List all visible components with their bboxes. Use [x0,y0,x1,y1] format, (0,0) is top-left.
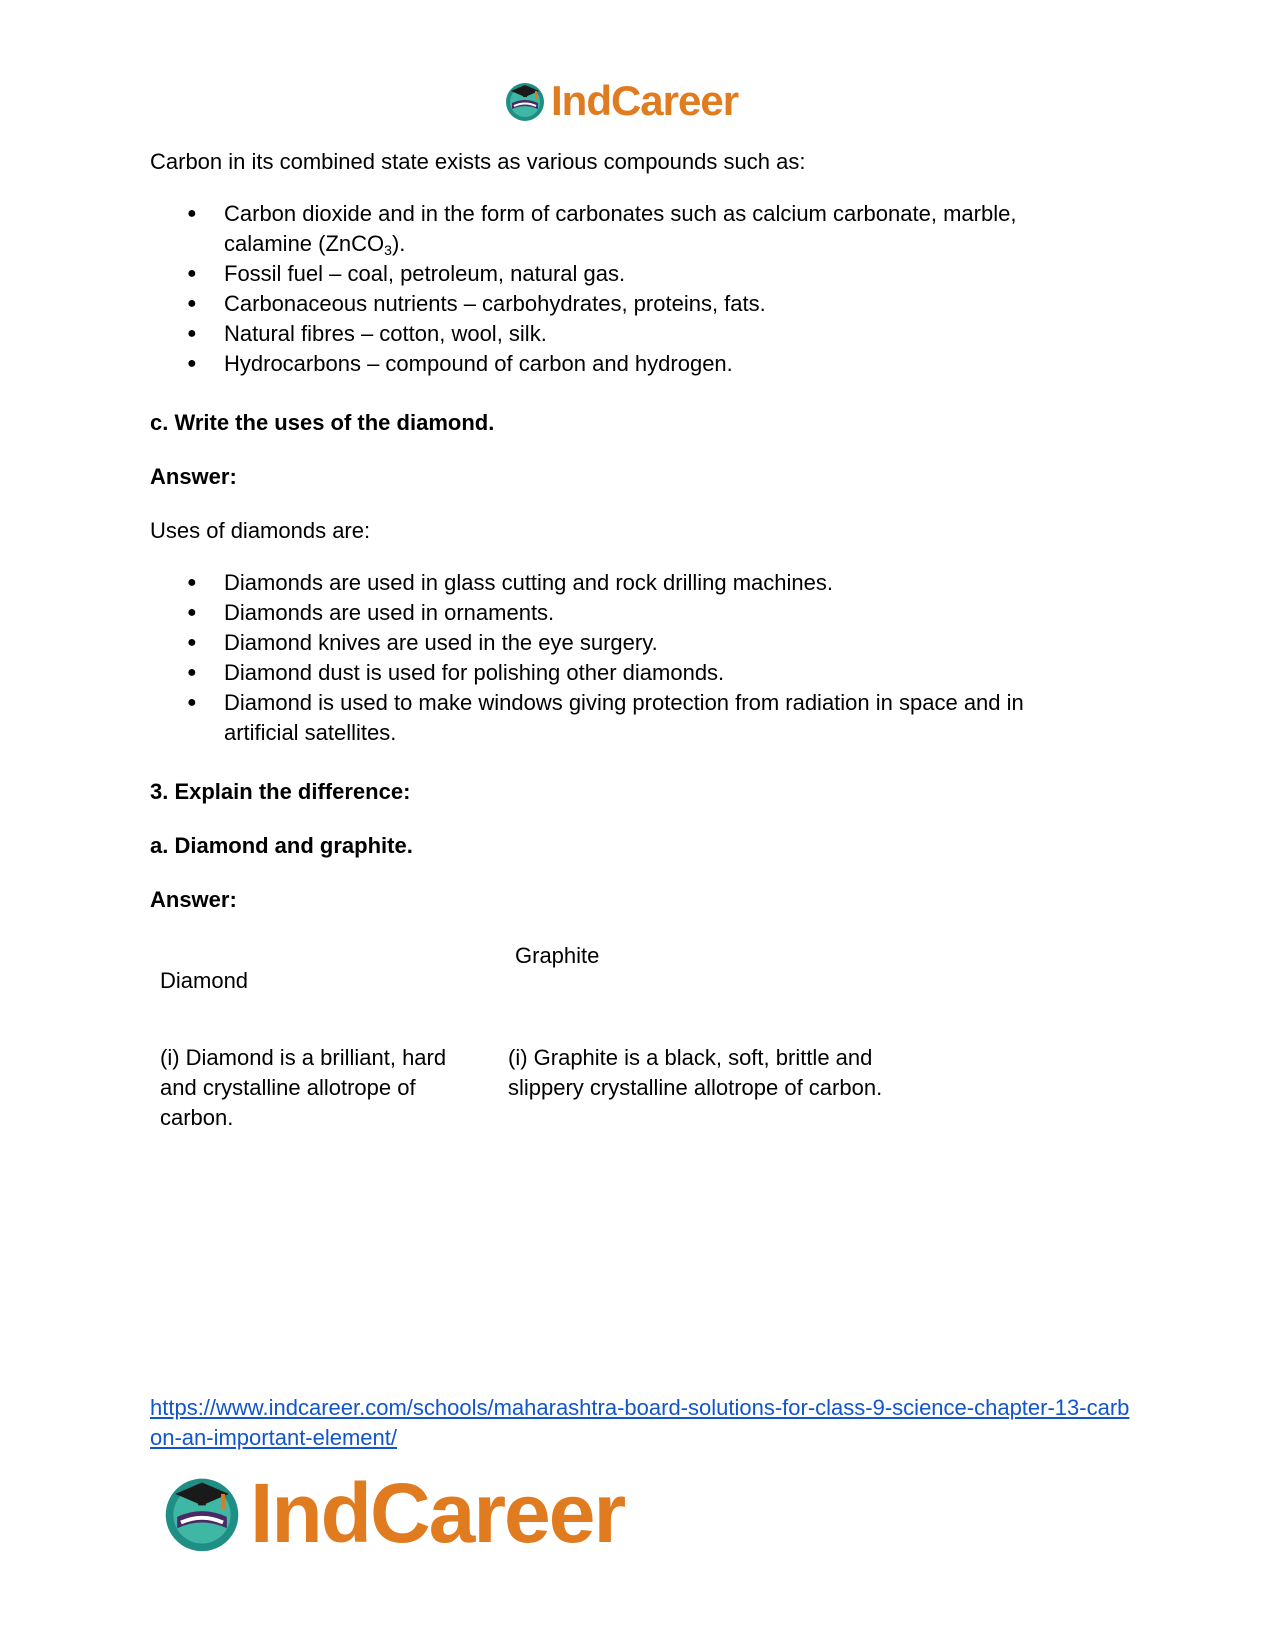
list-item: ● Natural fibres – cotton, wool, silk. [150,319,1110,349]
uses-intro: Uses of diamonds are: [150,518,371,543]
table-header-graphite: Graphite [515,943,600,968]
table-cell-graphite: (i) Graphite is a black, soft, brittle and slippery crystalline allotrope of carbon. [508,1045,883,1100]
uses-list [150,568,1050,748]
compound-item-text-c: ). [391,231,406,256]
source-link[interactable]: https://www.indcareer.com/schools/maharashtra-board-solutions-for-class-9-science-chapter-13-carbon-an-important-element/ [150,1395,1130,1450]
table-cell-diamond: (i) Diamond is a brilliant, hard and crystalline allotrope of carbon. [160,1045,447,1130]
logo-footer [160,1465,625,1560]
table-header-diamond: Diamond [160,968,249,993]
compound-item-text-a: Carbon dioxide and in the form of carbonates such as calcium carbonate, marble, [224,201,1017,226]
question-heading: c. Write the uses of the diamond. [150,410,495,435]
list-item: ● Diamond dust is used for polishing other diamonds. [150,658,1050,688]
subscript: 3 [384,242,392,258]
question-heading: 3. Explain the difference: [150,779,411,804]
compounds-list [150,199,1110,379]
answer-label: Answer: [150,887,237,912]
list-item: ● Hydrocarbons – compound of carbon and hydrogen. [150,349,1110,379]
graduation-book-globe-icon [160,1471,244,1555]
list-item: ● Diamonds are used in glass cutting and rock drilling machines. [150,568,1050,598]
question-subheading: a. Diamond and graphite. [150,833,413,858]
list-item: ● Diamond is used to make windows giving protection from radiation in space and in artificial satellites. [150,688,1050,748]
answer-label: Answer: [150,464,237,489]
list-item: ● Fossil fuel – coal, petroleum, natural gas. [150,259,1110,289]
list-item [150,199,1110,259]
graduation-book-globe-icon [503,79,547,123]
list-item: ● Diamond knives are used in the eye surgery. [150,628,1050,658]
intro-text: Carbon in its combined state exists as various compounds such as: [150,149,806,174]
logo-header [503,78,738,124]
compound-item-text-b: calamine (ZnCO [224,231,385,256]
list-item: ● Carbonaceous nutrients – carbohydrates, proteins, fats. [150,289,1110,319]
brand-name: IndCareer [551,77,739,124]
brand-name: IndCareer [250,1465,625,1560]
list-item: ● Diamonds are used in ornaments. [150,598,1050,628]
